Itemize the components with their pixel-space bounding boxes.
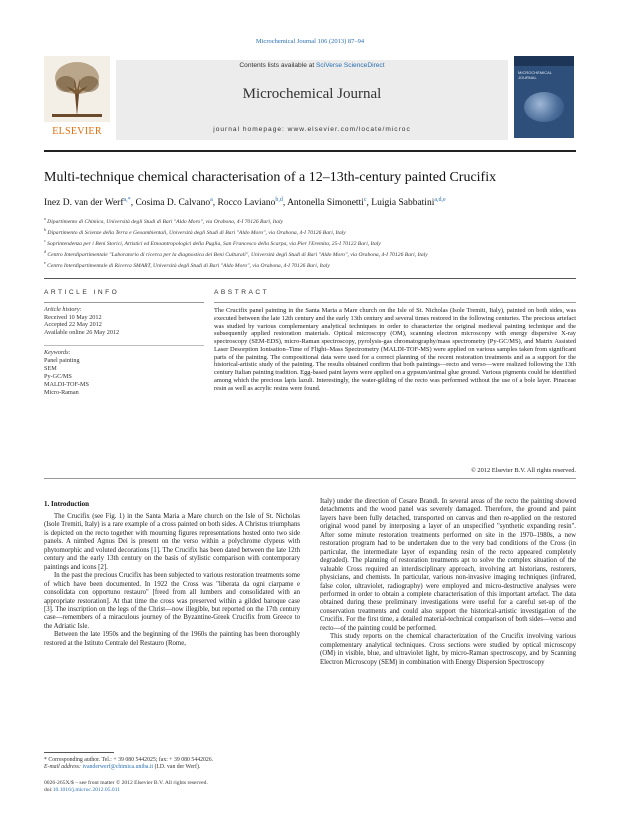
affiliation-mark: b <box>44 227 46 233</box>
body-column-right <box>320 498 576 667</box>
article-info-rule <box>44 302 204 303</box>
keyword: Py-GC/MS <box>44 373 72 380</box>
history-online: Available online 26 May 2012 <box>44 328 120 336</box>
author-separator: , <box>366 198 372 209</box>
keyword: SEM <box>44 365 57 372</box>
journal-title: Microchemical Journal <box>242 86 382 102</box>
author-separator: , <box>282 198 288 209</box>
abstract-text: The Crucifix panel painting in the Santa Maria a Mare church on the Isle of St. Nicholas (Isole Tremiti, Italy), painted on both sides, was executed between the late 12th century and the early 13th century and several times restored in the following centuries. The precious artefact was studied by various complementary analytical techniques in order to characterize the original medieval painting technique and the subsequently applied restoration materials. Optical microscopy (OM), scanning electron microscopy with energy dispersive X-ray spectroscopy (SEM-EDS), micro-Raman spectroscopy, pyrolysis-gas chromatography/mass spectrometry (Py-GC/MS), and Matrix Assisted Laser Desorption Ionisation–Time of Flight–Mass Spectrometry (MALDI-TOF-MS) were applied on various samples taken from significant parts of the painting. The compositional data were used for a correct planning of the recent restoration treatments and as a support for the historical-artistic study of the painting. The results obtained confirm that both paintings—recto and verso—were realized following the 13th century Italian painting tradition. Egg-based paint layers were applied on a gypsum/animal glue ground. Various pigments could be identified among which the precious lapis lazuli. Interestingly, the water-gilding of the recto was performed without the use of a bole layer. Pinaceae resin as well as acrylic resins were found. <box>214 307 576 392</box>
copyright-notice: © 2012 Elsevier B.V. All rights reserved. <box>470 467 576 474</box>
keywords-label: Keywords: <box>44 349 71 356</box>
doi-label: doi: <box>44 787 53 794</box>
paragraph: This study reports on the chemical characterization of the Crucifix involving various complementary analytical techniques. Cross sections were studied by optical microscopy (OM) in visible, blue, and ultraviolet light, by micro-Raman spectroscopy, and by Scanning Electron Microscopy (SEM) in combination with Energy Dispersion Spectroscopy <box>320 633 576 666</box>
publisher-name: ELSEVIER <box>52 126 102 137</box>
abstract-bottom-rule <box>44 478 576 479</box>
header-rule <box>44 150 576 152</box>
author-name[interactable]: Cosima D. Calvano <box>135 198 211 209</box>
author-name[interactable]: Luigia Sabbatini <box>371 198 435 209</box>
section-heading-introduction: 1. Introduction <box>44 500 89 508</box>
cover-strip <box>514 56 574 66</box>
sciencedirect-link[interactable]: SciVerse ScienceDirect <box>316 62 385 69</box>
tree-icon <box>44 56 110 122</box>
article-history <box>44 306 204 336</box>
footnote-contact: * Corresponding author. Tel.: + 39 080 5442025; fax: + 39 080 5442026. <box>44 757 214 763</box>
paper-title: Multi-technique chemical characterisation of a 12–13th-century painted Crucifix <box>44 170 497 185</box>
affiliation <box>44 237 584 248</box>
keywords <box>44 349 204 397</box>
paragraph: The Crucifix (see Fig. 1) in the Santa Maria a Mare church on the Isle of St. Nicholas (Isole Tremiti, Italy) is a rare example of a cross painted on both sides. A Christus triumphans is depicted on the recto together with mourning figures representations hosted onto two side panels. A nimbed Agnus Dei is present on the verso within a polychrome clypeus with phytomorphic and voluted decorations [1]. The Crucifix has been dated between the late 12th century and the early 13th century on the basis of stylistic comparison with contemporary paintings and icons [2]. <box>44 513 300 571</box>
affiliation-text: Centro Interdipartimentale di Ricerca SMART, Università degli Studi di Bari "Aldo Moro", via Orabona, 4-I 70126 Bari, Italy <box>45 263 330 270</box>
affiliation-mark: a <box>44 216 46 221</box>
contents-line <box>116 62 508 69</box>
journal-homepage[interactable]: journal homepage: www.elsevier.com/locate/microc <box>213 126 411 133</box>
affiliation-mark: e <box>44 260 46 266</box>
history-accepted: Accepted 22 May 2012 <box>44 321 102 329</box>
affiliation-mark: d <box>44 249 46 255</box>
author-affiliation-mark[interactable]: c <box>363 197 367 203</box>
affiliation-text: Soprintendenza per i Beni Storici, Artistici ed Etnoantropologici della Puglia, San Francesco della Scarpa, via Pier l'Eremita, 25-I 70122 Bari, Italy <box>45 240 381 247</box>
keywords-rule <box>44 345 204 346</box>
journal-header <box>44 52 576 144</box>
affiliation <box>44 226 584 237</box>
elsevier-tree-logo <box>44 56 110 138</box>
author-name[interactable]: Inez D. van der Werf <box>44 198 124 209</box>
paragraph: Between the late 1950s and the beginning of the 1960s the painting has been thoroughly restored at the Istituto Centrale del Restauro (Rome, <box>44 631 300 647</box>
email-link[interactable]: ivanderwerf@chimica.uniba.it <box>82 764 154 771</box>
journal-banner <box>116 60 508 140</box>
footnote-rule <box>44 752 114 753</box>
article-info-heading: ARTICLE INFO <box>44 289 120 296</box>
doi-link[interactable]: 10.1016/j.microc.2012.05.011 <box>52 787 121 794</box>
journal-reference[interactable]: Microchemical Journal 106 (2013) 87–94 <box>255 38 365 45</box>
affiliation-rule <box>44 278 576 279</box>
cover-title: MICROCHEMICAL JOURNAL <box>518 70 552 80</box>
affiliation-mark: c <box>44 238 46 244</box>
front-matter <box>44 780 304 795</box>
author-separator: , <box>212 198 218 209</box>
author-affiliation-mark[interactable]: a,d,e <box>434 197 446 203</box>
author-name[interactable]: Antonella Simonetti <box>287 198 364 209</box>
paragraph: In the past the precious Crucifix has been subjected to various restoration treatments some of which have been documented. In 1922 the Cross was "liberata da ogni ciarpame e consolidata con opportuno restauro" [freed from all lumbers and consolidated with an appropriate restoration]. At that time the cross was preserved within a gilded baroque case [3]. The inscription on the legs of the Christ—now illegible, but reported on the 17th century case—remembers of a miraculous journey of the Byzantine-Greek Crucifix from Greece to the Adriatic Isle. <box>44 572 300 630</box>
affiliation <box>44 259 584 270</box>
affiliation <box>44 215 584 226</box>
author-affiliation-mark[interactable]: a,* <box>123 197 131 203</box>
author-affiliation-mark[interactable]: a <box>210 197 213 203</box>
keyword: Micro-Raman <box>44 389 79 396</box>
keyword: Panel painting <box>44 357 80 364</box>
affiliation-text: Dipartimento di Scienze della Terra e Geoambientali, Università degli Studi di Bari "Aldo Moro", via Orabona, 4-I 70126 Bari, Italy <box>46 229 346 236</box>
paragraph: Italy) under the direction of Cesare Brandi. In several areas of the recto the painting showed detachments and the wood panel was severely damaged. Therefore, the ground and paint layers have been fully detached, transported on canvas and then re-applied on the restored original wood panel by interposing a layer of an unspecified "synthetic expanding resin". After some minute restoration treatments performed on site in the 1970–1980s, a new restoration program had to be undertaken due to the very bad conditions of the Cross (in particular, the intermediate layer of expanding resin of the recto appeared completely degraded). The planning of restoration treatments apt to solve the complex situation of the valuable Cross required an interdisciplinary approach, involving art historians, restorers, physicians, and chemists. In particular, various non-invasive imaging techniques (infrared, false color, ultraviolet, radiography) were employed and micro-destructive analyses were performed in order to obtain a complete characterisation of this important artefact. The data obtained during these preliminary investigations were useful for a careful set-up of the conservation treatments and could also support the historical-artistic investigation of the Crucifix. For the first time, a detailed material-technical comparison of both sides—verso and recto—of the painting could be performed. <box>320 498 576 632</box>
journal-cover-thumbnail <box>514 56 574 138</box>
affiliation-text: Centro Interdipartimentale "Laboratorio di ricerca per la diagnostica dei Beni Culturali", Università degli Studi di Bari "Aldo Moro", via Orabona, 4-I 70126 Bari, Italy <box>46 252 428 259</box>
author-name[interactable]: Rocco Laviano <box>217 198 276 209</box>
corresponding-author-footnote <box>44 757 304 772</box>
email-suffix: (I.D. van der Werf). <box>153 764 201 771</box>
issn-line: 0026-265X/$ – see front matter © 2012 Elsevier B.V. All rights reserved. <box>44 780 208 786</box>
affiliation <box>44 248 584 259</box>
author-list <box>44 197 584 208</box>
author-separator: , <box>130 198 136 209</box>
history-received: Received 10 May 2012 <box>44 313 102 321</box>
cover-image <box>524 92 564 122</box>
email-label: E-mail address: <box>44 764 83 771</box>
abstract-heading: ABSTRACT <box>214 289 270 296</box>
affiliation-text: Dipartimento di Chimica, Università degli Studi di Bari "Aldo Moro", via Orabona, 4-I 70126 Bari, Italy <box>45 218 284 225</box>
contents-prefix: Contents lists available at <box>239 62 317 69</box>
history-label: Article history: <box>44 306 82 313</box>
abstract-rule <box>214 302 576 303</box>
keyword: MALDI-TOF-MS <box>44 381 89 388</box>
author-affiliation-mark[interactable]: b,d <box>275 197 283 203</box>
body-column-left <box>44 513 300 648</box>
affiliation-list <box>44 215 584 270</box>
